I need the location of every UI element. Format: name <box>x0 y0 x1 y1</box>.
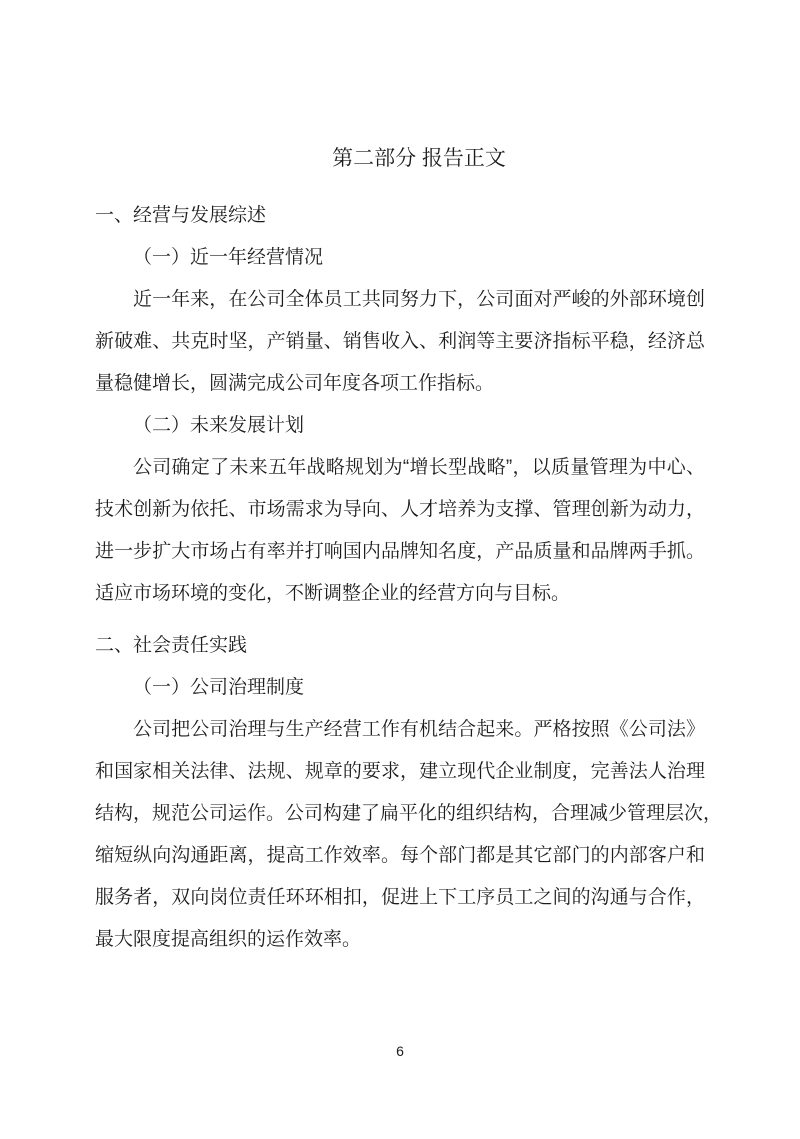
paragraph-line: 服务者，双向岗位责任环环相扣，促进上下工序员工之间的沟通与合作， <box>95 887 705 908</box>
paragraph-line: 技术创新为依托、市场需求为导向、人才培养为支撑、管理创新为动力， <box>95 499 705 520</box>
paragraph-line: 公司把公司治理与生产经营工作有机结合起来。严格按照《公司法》 <box>133 719 705 740</box>
section-2-heading: 二、社会责任实践 <box>95 635 248 656</box>
paragraph-line: 最大限度提高组织的运作效率。 <box>95 929 362 950</box>
subsection-1-1-heading: （一）近一年经营情况 <box>133 247 324 268</box>
paragraph-line: 近一年来，在公司全体员工共同努力下，公司面对严峻的外部环境创 <box>133 289 705 310</box>
paragraph-line: 新破难、共克时坚，产销量、销售收入、利润等主要济指标平稳，经济总 <box>95 331 705 352</box>
paragraph-line: 结构，规范公司运作。公司构建了扁平化的组织结构，合理减少管理层次， <box>95 803 723 824</box>
document-title: 第二部分 报告正文 <box>332 147 506 170</box>
subsection-2-1-heading: （一）公司治理制度 <box>133 677 305 698</box>
subsection-1-2-heading: （二）未来发展计划 <box>133 415 305 436</box>
paragraph-line: 和国家相关法律、法规、规章的要求，建立现代企业制度，完善法人治理 <box>95 761 705 782</box>
paragraph-line: 缩短纵向沟通距离，提高工作效率。每个部门都是其它部门的内部客户和 <box>95 845 705 866</box>
paragraph-line: 公司确定了未来五年战略规划为“增长型战略”，以质量管理为中心、 <box>133 457 705 478</box>
paragraph-line: 适应市场环境的变化，不断调整企业的经营方向与目标。 <box>95 583 571 604</box>
section-1-heading: 一、经营与发展综述 <box>95 205 267 226</box>
page-number: 6 <box>396 1043 404 1059</box>
paragraph-line: 进一步扩大市场占有率并打响国内品牌知名度，产品质量和品牌两手抓。 <box>95 541 705 562</box>
paragraph-line: 量稳健增长，圆满完成公司年度各项工作指标。 <box>95 373 495 394</box>
